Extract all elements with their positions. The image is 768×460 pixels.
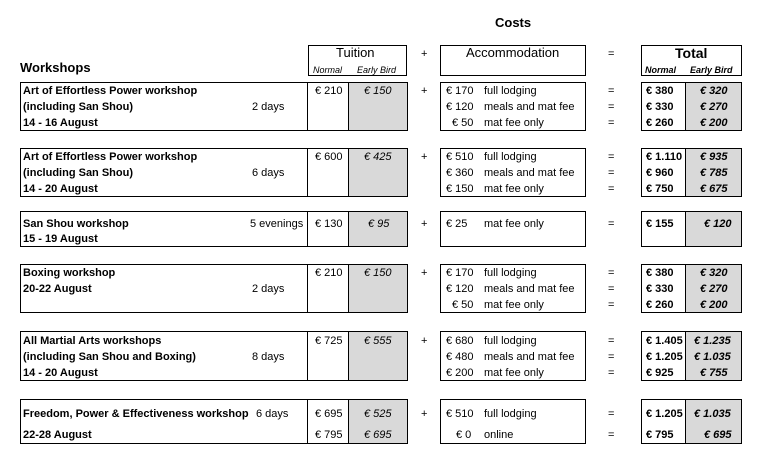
workshop-dates: 22-28 August bbox=[23, 429, 92, 441]
divider bbox=[685, 331, 686, 381]
total-normal: € 155 bbox=[646, 218, 674, 230]
accommodation-option: mat fee only bbox=[484, 117, 544, 129]
divider bbox=[307, 399, 308, 444]
costs-heading: Costs bbox=[495, 15, 532, 30]
accommodation-option: meals and mat fee bbox=[484, 167, 575, 179]
divider bbox=[685, 148, 686, 197]
tuition-heading: Tuition bbox=[336, 45, 375, 60]
tuition-earlybird: € 425 bbox=[364, 151, 392, 163]
total-normal: € 1.205 bbox=[646, 408, 683, 420]
equals-sign: = bbox=[608, 283, 615, 295]
workshop-duration: 6 days bbox=[256, 408, 289, 420]
tuition-earlybird: € 555 bbox=[364, 335, 392, 347]
accommodation-option: online bbox=[484, 429, 514, 441]
accommodation-price: € 150 bbox=[446, 183, 474, 195]
accommodation-price: € 360 bbox=[446, 167, 474, 179]
total-earlybird: € 1.235 bbox=[694, 335, 731, 347]
accommodation-option: mat fee only bbox=[484, 218, 544, 230]
accommodation-option: full lodging bbox=[484, 267, 537, 279]
workshop-name: Boxing workshop bbox=[23, 267, 116, 279]
divider bbox=[685, 82, 686, 131]
divider bbox=[348, 82, 349, 131]
workshop-dates: 15 - 19 August bbox=[23, 233, 98, 245]
total-normal: € 260 bbox=[646, 117, 674, 129]
total-heading: Total bbox=[675, 45, 708, 61]
equals-sign: = bbox=[608, 101, 615, 113]
total-normal: € 960 bbox=[646, 167, 674, 179]
workshop-dates: 14 - 20 August bbox=[23, 183, 98, 195]
total-normal: € 1.405 bbox=[646, 335, 683, 347]
total-normal: € 925 bbox=[646, 367, 674, 379]
tuition-normal-subheading: Normal bbox=[313, 65, 343, 75]
total-earlybird: € 935 bbox=[700, 151, 728, 163]
accommodation-price: € 680 bbox=[446, 335, 474, 347]
total-earlybird: € 270 bbox=[700, 101, 728, 113]
workshop-name: Art of Effortless Power workshop bbox=[23, 151, 198, 163]
tuition-earlybird: € 150 bbox=[364, 267, 392, 279]
total-normal: € 330 bbox=[646, 101, 674, 113]
tuition-earlybird: € 95 bbox=[368, 218, 390, 230]
divider bbox=[307, 264, 308, 313]
equals-sign: = bbox=[608, 167, 615, 179]
total-earlybird: € 320 bbox=[700, 85, 728, 97]
equals-sign: = bbox=[608, 367, 615, 379]
equals-sign: = bbox=[608, 117, 615, 129]
equals-sign: = bbox=[608, 429, 615, 441]
total-normal: € 380 bbox=[646, 85, 674, 97]
equals-sign: = bbox=[608, 267, 615, 279]
workshop-name: San Shou workshop bbox=[23, 218, 129, 230]
accommodation-option: full lodging bbox=[484, 335, 537, 347]
total-normal: € 260 bbox=[646, 299, 674, 311]
divider bbox=[307, 211, 308, 247]
total-earlybird-subheading: Early Bird bbox=[690, 65, 733, 75]
equals-sign: = bbox=[608, 183, 615, 195]
equals-sign: = bbox=[608, 218, 615, 230]
tuition-normal: € 725 bbox=[315, 335, 343, 347]
accommodation-price: € 480 bbox=[446, 351, 474, 363]
tuition-normal: € 130 bbox=[315, 218, 343, 230]
tuition-earlybird-subheading: Early Bird bbox=[357, 65, 397, 75]
total-normal: € 1.110 bbox=[646, 151, 683, 163]
divider bbox=[348, 264, 349, 313]
tuition-normal: € 695 bbox=[315, 408, 343, 420]
workshop-duration: 5 evenings bbox=[250, 218, 304, 230]
workshop-name: Art of Effortless Power workshop bbox=[23, 85, 198, 97]
accommodation-option: meals and mat fee bbox=[484, 283, 575, 295]
tuition-normal: € 795 bbox=[315, 429, 343, 441]
accommodation-option: mat fee only bbox=[484, 367, 544, 379]
accommodation-option: mat fee only bbox=[484, 299, 544, 311]
accommodation-option: full lodging bbox=[484, 85, 537, 97]
accommodation-price: € 170 bbox=[446, 267, 474, 279]
total-normal: € 1.205 bbox=[646, 351, 683, 363]
plus-sign: + bbox=[421, 85, 428, 97]
divider bbox=[348, 211, 349, 247]
total-earlybird: € 270 bbox=[700, 283, 728, 295]
equals-sign: = bbox=[608, 48, 615, 60]
accommodation-option: full lodging bbox=[484, 408, 537, 420]
workshop-subtitle: (including San Shou) bbox=[23, 101, 133, 113]
workshop-dates: 14 - 16 August bbox=[23, 117, 98, 129]
total-normal: € 795 bbox=[646, 429, 674, 441]
equals-sign: = bbox=[608, 351, 615, 363]
divider bbox=[348, 331, 349, 381]
total-earlybird: € 320 bbox=[700, 267, 728, 279]
equals-sign: = bbox=[608, 299, 615, 311]
accommodation-option: full lodging bbox=[484, 151, 537, 163]
workshop-dates: 14 - 20 August bbox=[23, 367, 98, 379]
divider bbox=[307, 82, 308, 131]
workshop-duration: 2 days bbox=[252, 283, 285, 295]
tuition-normal: € 600 bbox=[315, 151, 343, 163]
accommodation-heading: Accommodation bbox=[466, 45, 560, 60]
plus-sign: + bbox=[421, 267, 428, 279]
workshop-dates: 20-22 August bbox=[23, 283, 92, 295]
tuition-normal: € 210 bbox=[315, 267, 343, 279]
tuition-earlybird: € 695 bbox=[364, 429, 392, 441]
accommodation-price: € 120 bbox=[446, 101, 474, 113]
accommodation-price: € 200 bbox=[446, 367, 474, 379]
workshop-subtitle: (including San Shou) bbox=[23, 167, 133, 179]
accommodation-price: € 510 bbox=[446, 408, 474, 420]
total-earlybird: € 785 bbox=[700, 167, 728, 179]
accommodation-price: € 510 bbox=[446, 151, 474, 163]
total-earlybird: € 200 bbox=[700, 117, 728, 129]
plus-sign: + bbox=[421, 151, 428, 163]
divider bbox=[685, 399, 686, 444]
workshop-name: All Martial Arts workshops bbox=[23, 335, 162, 347]
accommodation-price: € 0 bbox=[456, 429, 472, 441]
workshop-duration: 8 days bbox=[252, 351, 285, 363]
accommodation-price: € 170 bbox=[446, 85, 474, 97]
accommodation-option: meals and mat fee bbox=[484, 351, 575, 363]
plus-sign: + bbox=[421, 335, 428, 347]
plus-sign: + bbox=[421, 48, 428, 60]
divider bbox=[685, 211, 686, 247]
plus-sign: + bbox=[421, 218, 428, 230]
equals-sign: = bbox=[608, 408, 615, 420]
plus-sign: + bbox=[421, 408, 428, 420]
equals-sign: = bbox=[608, 151, 615, 163]
workshop-duration: 6 days bbox=[252, 167, 285, 179]
accommodation-price: € 50 bbox=[452, 299, 474, 311]
total-earlybird: € 755 bbox=[700, 367, 728, 379]
total-earlybird: € 695 bbox=[704, 429, 732, 441]
divider bbox=[307, 331, 308, 381]
total-normal: € 380 bbox=[646, 267, 674, 279]
workshop-name: Freedom, Power & Effectiveness workshop bbox=[23, 408, 249, 420]
total-normal-subheading: Normal bbox=[645, 65, 677, 75]
total-earlybird: € 1.035 bbox=[694, 351, 731, 363]
tuition-normal: € 210 bbox=[315, 85, 343, 97]
accommodation-price: € 120 bbox=[446, 283, 474, 295]
accommodation-price: € 25 bbox=[446, 218, 468, 230]
total-normal: € 330 bbox=[646, 283, 674, 295]
tuition-earlybird: € 525 bbox=[364, 408, 392, 420]
accommodation-price: € 50 bbox=[452, 117, 474, 129]
accommodation-option: mat fee only bbox=[484, 183, 544, 195]
divider bbox=[685, 264, 686, 313]
tuition-earlybird: € 150 bbox=[364, 85, 392, 97]
workshops-heading: Workshops bbox=[20, 60, 91, 75]
equals-sign: = bbox=[608, 85, 615, 97]
divider bbox=[348, 399, 349, 444]
divider bbox=[348, 148, 349, 197]
total-earlybird: € 675 bbox=[700, 183, 728, 195]
total-earlybird: € 1.035 bbox=[694, 408, 731, 420]
total-normal: € 750 bbox=[646, 183, 674, 195]
accommodation-option: meals and mat fee bbox=[484, 101, 575, 113]
divider bbox=[307, 148, 308, 197]
equals-sign: = bbox=[608, 335, 615, 347]
workshop-subtitle: (including San Shou and Boxing) bbox=[23, 351, 196, 363]
total-earlybird: € 120 bbox=[704, 218, 732, 230]
workshop-duration: 2 days bbox=[252, 101, 285, 113]
total-earlybird: € 200 bbox=[700, 299, 728, 311]
